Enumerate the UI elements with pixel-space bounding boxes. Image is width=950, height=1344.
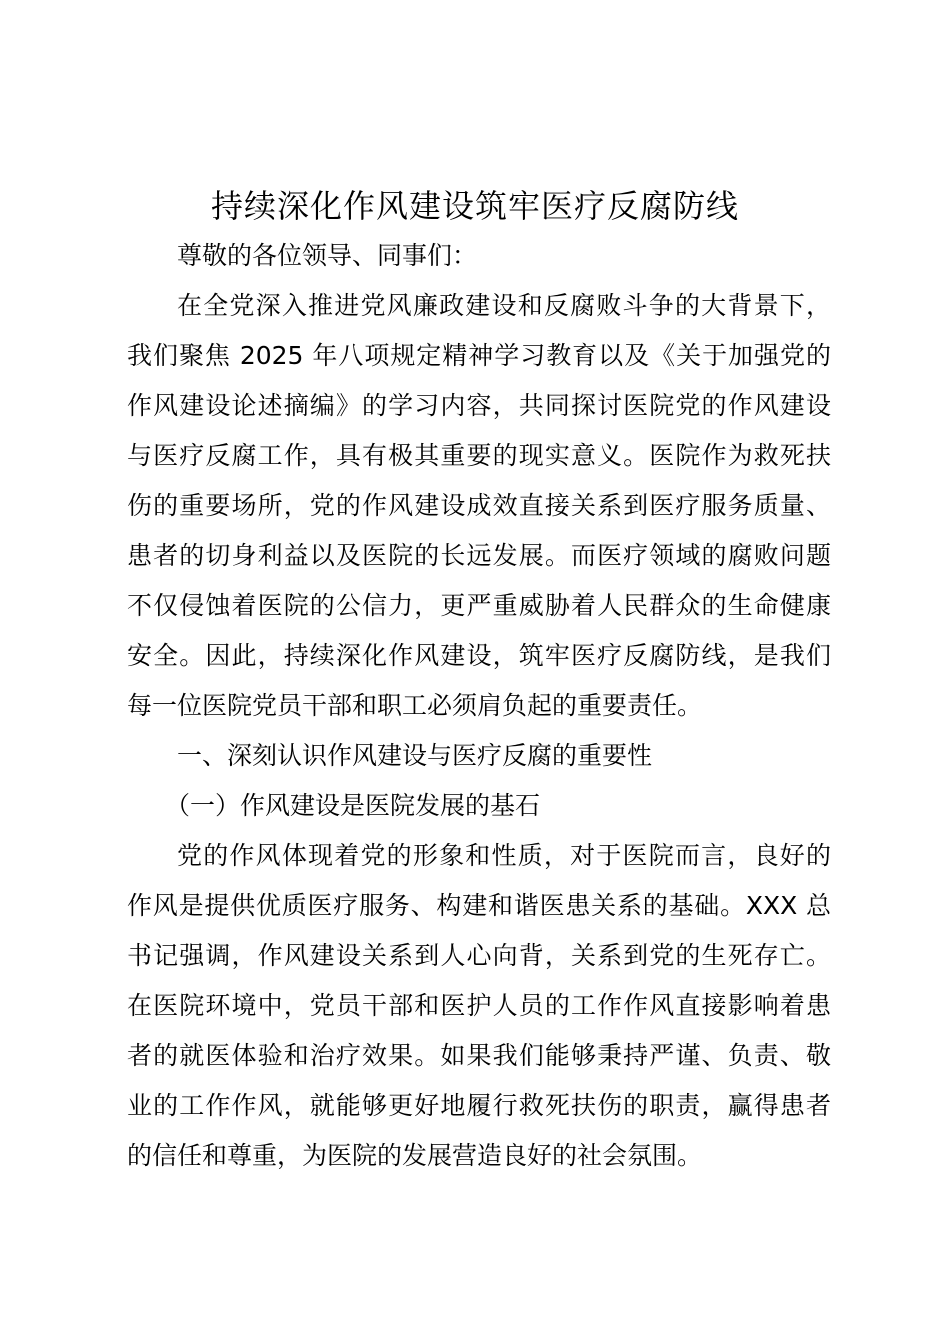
paragraph-line: 不仅侵蚀着医院的公信力，更严重威胁着人民群众的生命健康 [127, 591, 831, 620]
paragraph-line: 在医院环境中，党员干部和医护人员的工作作风直接影响着患 [127, 991, 831, 1020]
document-title: 持续深化作风建设筑牢医疗反腐防线 [210, 187, 739, 225]
paragraph-line: 我们聚焦 2025 年八项规定精神学习教育以及《关于加强党的 [127, 341, 831, 370]
paragraph-line: 患者的切身利益以及医院的长远发展。而医疗领域的腐败问题 [127, 541, 831, 570]
paragraph-line: 伤的重要场所，党的作风建设成效直接关系到医疗服务质量、 [127, 491, 831, 520]
paragraph-line: 作风是提供优质医疗服务、构建和谐医患关系的基础。XXX 总 [127, 891, 831, 920]
section-heading: 一、深刻认识作风建设与医疗反腐的重要性 [177, 741, 653, 770]
greeting: 尊敬的各位领导、同事们： [177, 241, 478, 270]
paragraph-line: 的信任和尊重，为医院的发展营造良好的社会氛围。 [127, 1141, 703, 1170]
paragraph-line: 作风建设论述摘编》的学习内容，共同探讨医院党的作风建设 [127, 391, 831, 420]
paragraph-line: 书记强调，作风建设关系到人心向背，关系到党的生死存亡。 [127, 941, 831, 970]
paragraph-line: 安全。因此，持续深化作风建设，筑牢医疗反腐防线，是我们 [127, 641, 831, 670]
paragraph-line: 者的就医体验和治疗效果。如果我们能够秉持严谨、负责、敬 [127, 1041, 831, 1070]
paragraph-line: 业的工作作风，就能够更好地履行救死扶伤的职责，赢得患者 [127, 1091, 831, 1120]
paragraph-line: 与医疗反腐工作，具有极其重要的现实意义。医院作为救死扶 [127, 441, 831, 470]
paragraph-line: 在全党深入推进党风廉政建设和反腐败斗争的大背景下， [177, 291, 831, 320]
paragraph-line: 党的作风体现着党的形象和性质，对于医院而言，良好的 [177, 841, 831, 870]
subsection-heading: （一）作风建设是医院发展的基石 [165, 791, 541, 820]
paragraph-line: 每一位医院党员干部和职工必须肩负起的重要责任。 [127, 691, 703, 720]
